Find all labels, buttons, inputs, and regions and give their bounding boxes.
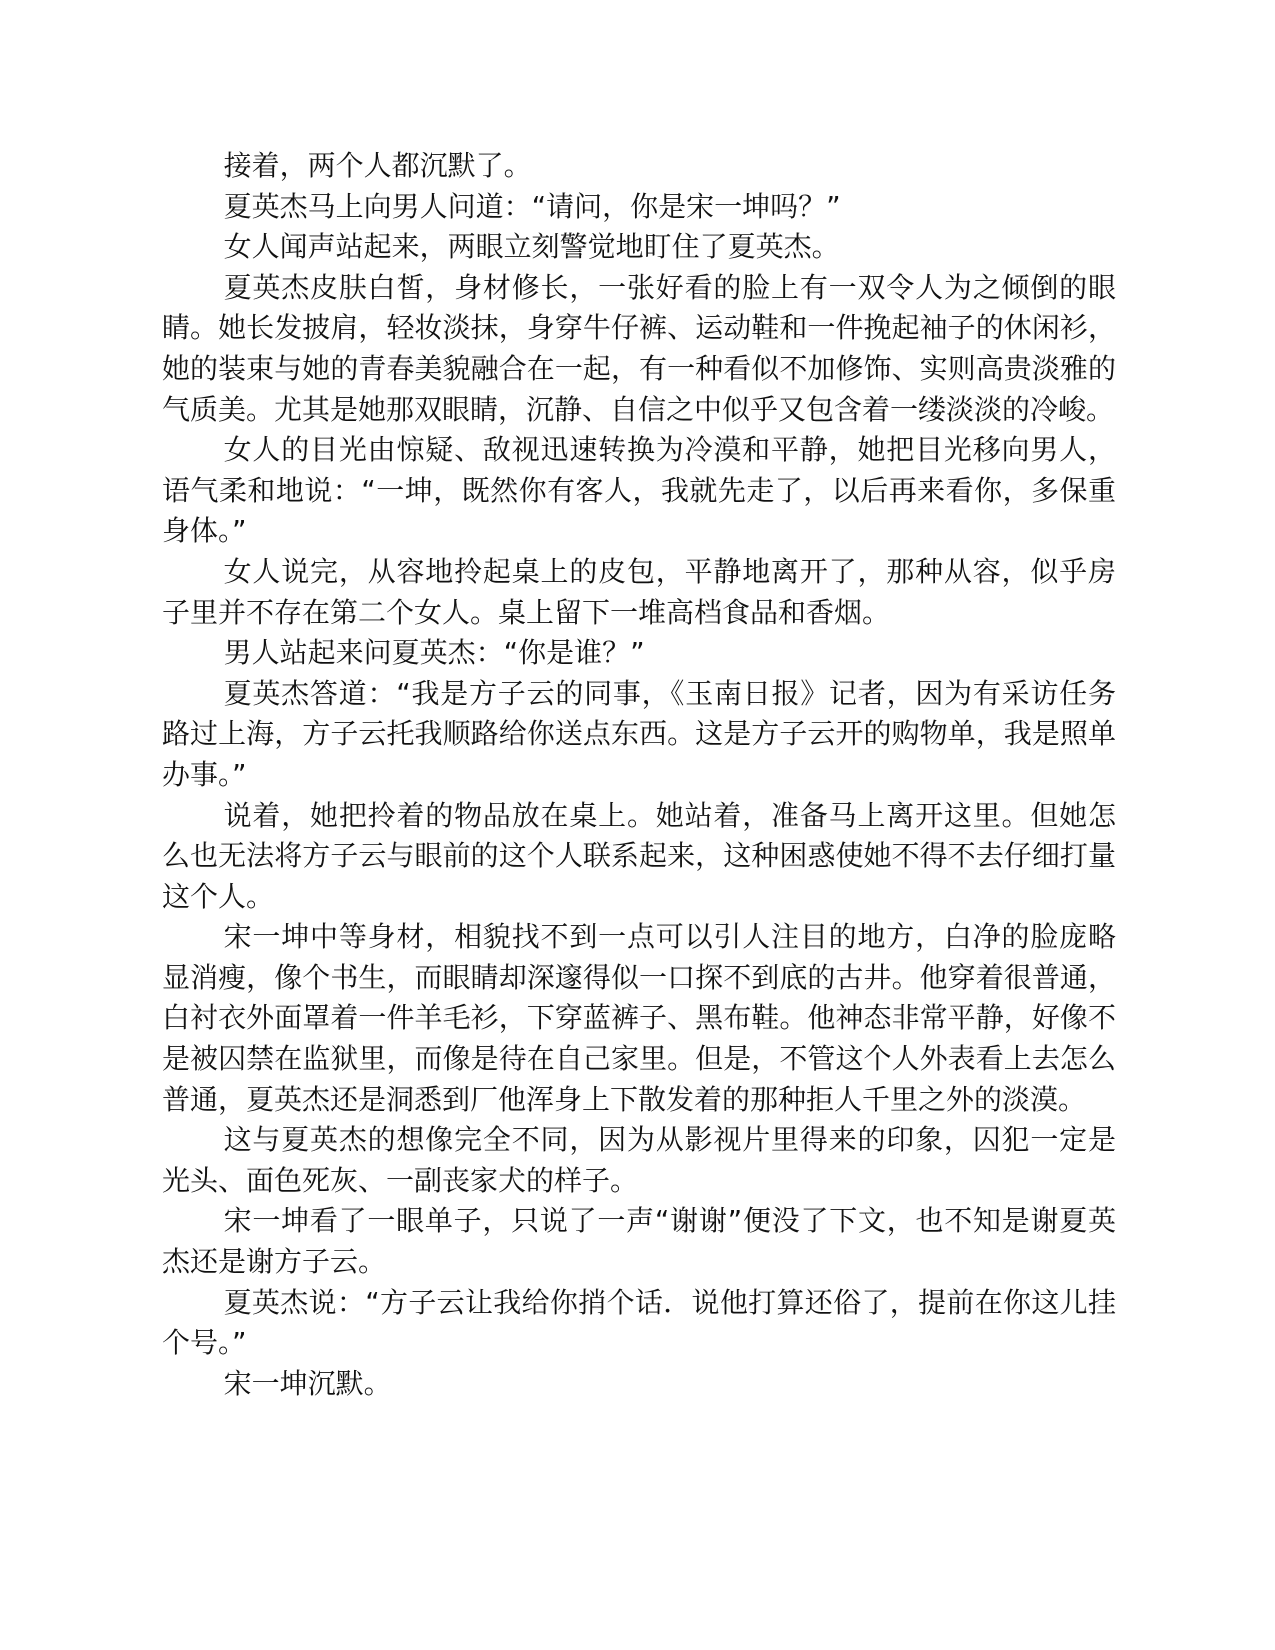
- paragraph: 女人的目光由惊疑、敌视迅速转换为冷漠和平静，她把目光移向男人，语气柔和地说：“一坤，既然你有客人，我就先走了，以后再来看你，多保重身体。”: [162, 433, 1116, 548]
- paragraph: 接着，两个人都沉默了。: [223, 149, 532, 182]
- paragraph: 这与夏英杰的想像完全不同，因为从影视片里得来的印象，囚犯一定是光头、面色死灰、一副丧家犬的样子。: [162, 1123, 1116, 1197]
- paragraph: 男人站起来问夏英杰：“你是谁？”: [223, 636, 645, 670]
- paragraph: 夏英杰马上向男人问道：“请问，你是宋一坤吗？”: [223, 189, 841, 223]
- paragraph: 宋一坤中等身材，相貌找不到一点可以引人注目的地方，白净的脸庞略显消瘦，像个书生，而眼睛却深邃得似一口探不到底的古井。他穿着很普通，白衬衣外面罩着一件羊毛衫，下穿蓝裤子、黑布鞋。他神态非常平静，好像不是被囚禁在监狱里，而像是待在自己家里。但是，不管这个人外表看上去怎么普通，夏英杰还是洞悉到厂他浑身上下散发着的那种拒人千里之外的淡漠。: [162, 920, 1116, 1116]
- paragraph: 宋一坤看了一眼单子，只说了一声“谢谢”便没了下文，也不知是谢夏英杰还是谢方子云。: [162, 1204, 1116, 1279]
- paragraph: 夏英杰答道：“我是方子云的同事，《玉南日报》记者，因为有采访任务路过上海，方子云托我顺路给你送点东西。这是方子云开的购物单，我是照单办事。”: [162, 676, 1116, 791]
- paragraph: 女人说完，从容地拎起桌上的皮包，平静地离开了，那种从容，似乎房子里并不存在第二个女人。桌上留下一堆高档食品和香烟。: [162, 554, 1116, 629]
- paragraph: 说着，她把拎着的物品放在桌上。她站着，准备马上离开这里。但她怎么也无法将方子云与眼前的这个人联系起来，这种困惑使她不得不去仔细打量这个人。: [162, 798, 1116, 913]
- paragraph: 宋一坤沉默。: [223, 1366, 392, 1400]
- paragraph: 夏英杰说：“方子云让我给你捎个话．说他打算还俗了，提前在你这儿挂个号。”: [162, 1285, 1116, 1360]
- paragraph: 女人闻声站起来，两眼立刻警觉地盯住了夏英杰。: [223, 230, 840, 264]
- paragraph: 夏英杰皮肤白皙，身材修长，一张好看的脸上有一双令人为之倾倒的眼睛。她长发披肩，轻妆淡抹，身穿牛仔裤、运动鞋和一件挽起袖子的休闲衫，她的装束与她的青春美貌融合在一起，有一种看似不加修饰、实则高贵淡雅的气质美。尤其是她那双眼睛，沉静、自信之中似乎又包含着一缕淡淡的冷峻。: [162, 270, 1116, 426]
- document-page: [162, 146, 1116, 1404]
